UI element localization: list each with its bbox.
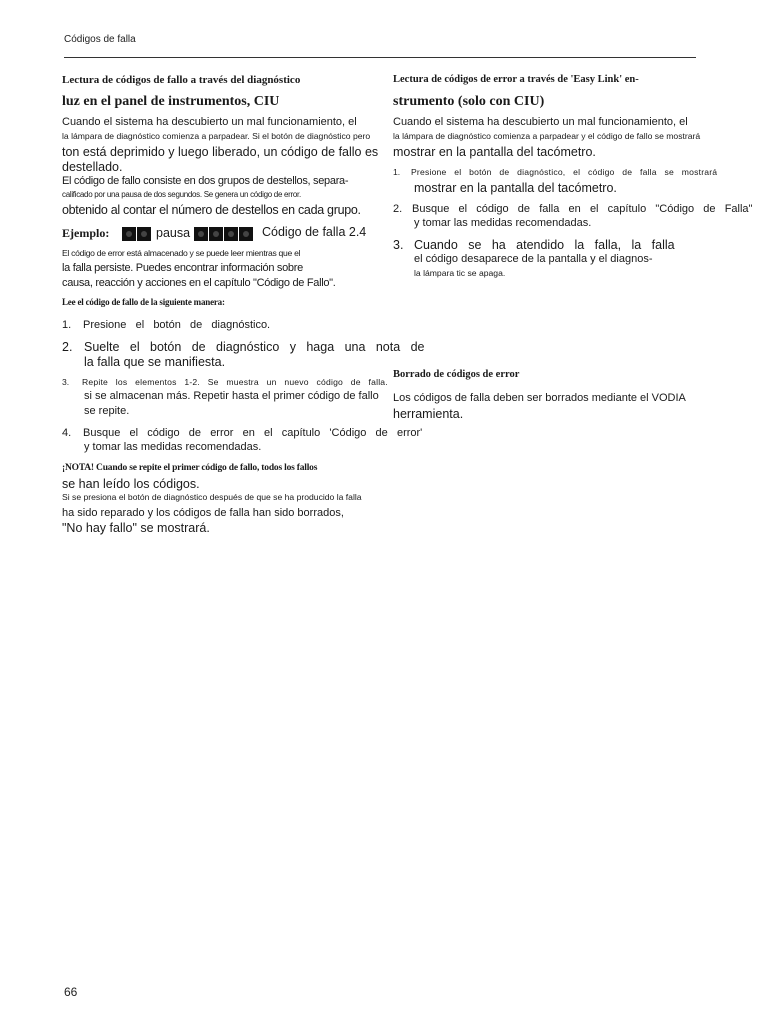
read-heading: Lee el código de fallo de la siguiente manera: — [62, 297, 225, 307]
left-p3-line3: causa, reacción y acciones en el capítulo "Código de Fallo". — [62, 277, 336, 289]
left-step-2-line1: Suelte el botón de diagnóstico y haga una nota de — [84, 340, 425, 354]
left-p3-line2: la falla persiste. Puedes encontrar información sobre — [62, 262, 303, 274]
flash-icon — [137, 227, 151, 241]
left-step-3-line3: se repite. — [84, 405, 130, 417]
example-pause: pausa — [156, 226, 191, 240]
right-step-2-line1: Busque el código de falla en el capítulo "Código de Falla" — [412, 203, 753, 215]
right-step-3-line3: la lámpara tic se apaga. — [414, 268, 506, 278]
left-step-2-number: 2. — [62, 340, 73, 354]
right-p1-line2: la lámpara de diagnóstico comienza a parpadear y el código de fallo se mostrará — [393, 131, 701, 141]
left-step-2-line2: la falla que se manifiesta. — [84, 355, 226, 369]
flash-group-2 — [194, 226, 254, 244]
flash-icon — [122, 227, 136, 241]
header-rule — [64, 57, 696, 58]
left-step-1-text: Presione el botón de diagnóstico. — [83, 319, 271, 331]
right-heading-line1: Lectura de códigos de error a través de 'Easy Link' en- — [393, 74, 639, 85]
erase-heading: Borrado de códigos de error — [393, 369, 520, 380]
right-heading-line2: strumento (solo con CIU) — [393, 94, 545, 109]
left-p2-line3: obtenido al contar el número de destellos en cada grupo. — [62, 203, 361, 217]
left-p1-line1: Cuando el sistema ha descubierto un mal funcionamiento, el — [62, 116, 357, 128]
note-line3: Si se presiona el botón de diagnóstico después de que se ha producido la falla — [62, 492, 362, 502]
right-step-1-number: 1. — [393, 167, 401, 177]
note-line5: "No hay fallo" se mostrará. — [62, 521, 210, 535]
note-line2: se han leído los códigos. — [62, 477, 200, 491]
example-code: Código de falla 2.4 — [262, 225, 367, 239]
left-p1-line3: ton está deprimido y luego liberado, un código de fallo es — [62, 145, 379, 159]
left-step-3-number: 3. — [62, 377, 70, 387]
flash-group-1 — [122, 226, 152, 244]
left-p1-line4: destellado. — [62, 160, 123, 174]
flash-icon — [194, 227, 208, 241]
right-step-3-line2: el código desaparece de la pantalla y el diagnos- — [414, 253, 653, 265]
right-step-3-number: 3. — [393, 238, 404, 252]
left-step-3-line2: si se almacenan más. Repetir hasta el primer código de fallo — [84, 390, 379, 402]
left-p2-line2: calificado por una pausa de dos segundos. Se genera un código de error. — [62, 190, 301, 199]
left-step-4-line2: y tomar las medidas recomendadas. — [84, 441, 262, 453]
erase-line1: Los códigos de falla deben ser borrados mediante el VODIA — [393, 392, 686, 404]
left-p3-line1: El código de error está almacenado y se puede leer mientras que el — [62, 248, 301, 258]
flash-icon — [239, 227, 253, 241]
right-p1-line1: Cuando el sistema ha descubierto un mal funcionamiento, el — [393, 116, 688, 128]
left-p1-line2: la lámpara de diagnóstico comienza a parpadear. Si el botón de diagnóstico pero — [62, 131, 371, 141]
right-p1-line3: mostrar en la pantalla del tacómetro. — [393, 145, 596, 159]
right-step-1-line2: mostrar en la pantalla del tacómetro. — [414, 181, 617, 195]
left-step-3-line1: Repite los elementos 1-2. Se muestra un nuevo código de falla. — [82, 377, 388, 387]
running-header: Códigos de falla — [64, 34, 136, 45]
flash-icon — [209, 227, 223, 241]
left-heading-line1: Lectura de códigos de fallo a través del diagnóstico — [62, 74, 301, 86]
right-step-1-line1: Presione el botón de diagnóstico, el código de falla se mostrará — [411, 167, 718, 177]
erase-line2: herramienta. — [393, 407, 464, 421]
left-step-1-number: 1. — [62, 319, 72, 331]
flash-icon — [224, 227, 238, 241]
right-step-2-line2: y tomar las medidas recomendadas. — [414, 217, 592, 229]
left-p2-line1: El código de fallo consiste en dos grupos de destellos, separa- — [62, 175, 349, 187]
example-label: Ejemplo: — [62, 226, 110, 240]
note-line1: ¡NOTA! Cuando se repite el primer código de fallo, todos los fallos — [62, 463, 318, 473]
note-line4: ha sido reparado y los códigos de falla han sido borrados, — [62, 507, 344, 519]
right-step-2-number: 2. — [393, 203, 403, 215]
right-step-3-line1: Cuando se ha atendido la falla, la falla — [414, 238, 675, 252]
page-number: 66 — [64, 985, 78, 999]
left-heading-line2: luz en el panel de instrumentos, CIU — [62, 94, 280, 109]
left-step-4-number: 4. — [62, 427, 72, 439]
left-step-4-line1: Busque el código de error en el capítulo 'Código de error' — [83, 427, 423, 439]
